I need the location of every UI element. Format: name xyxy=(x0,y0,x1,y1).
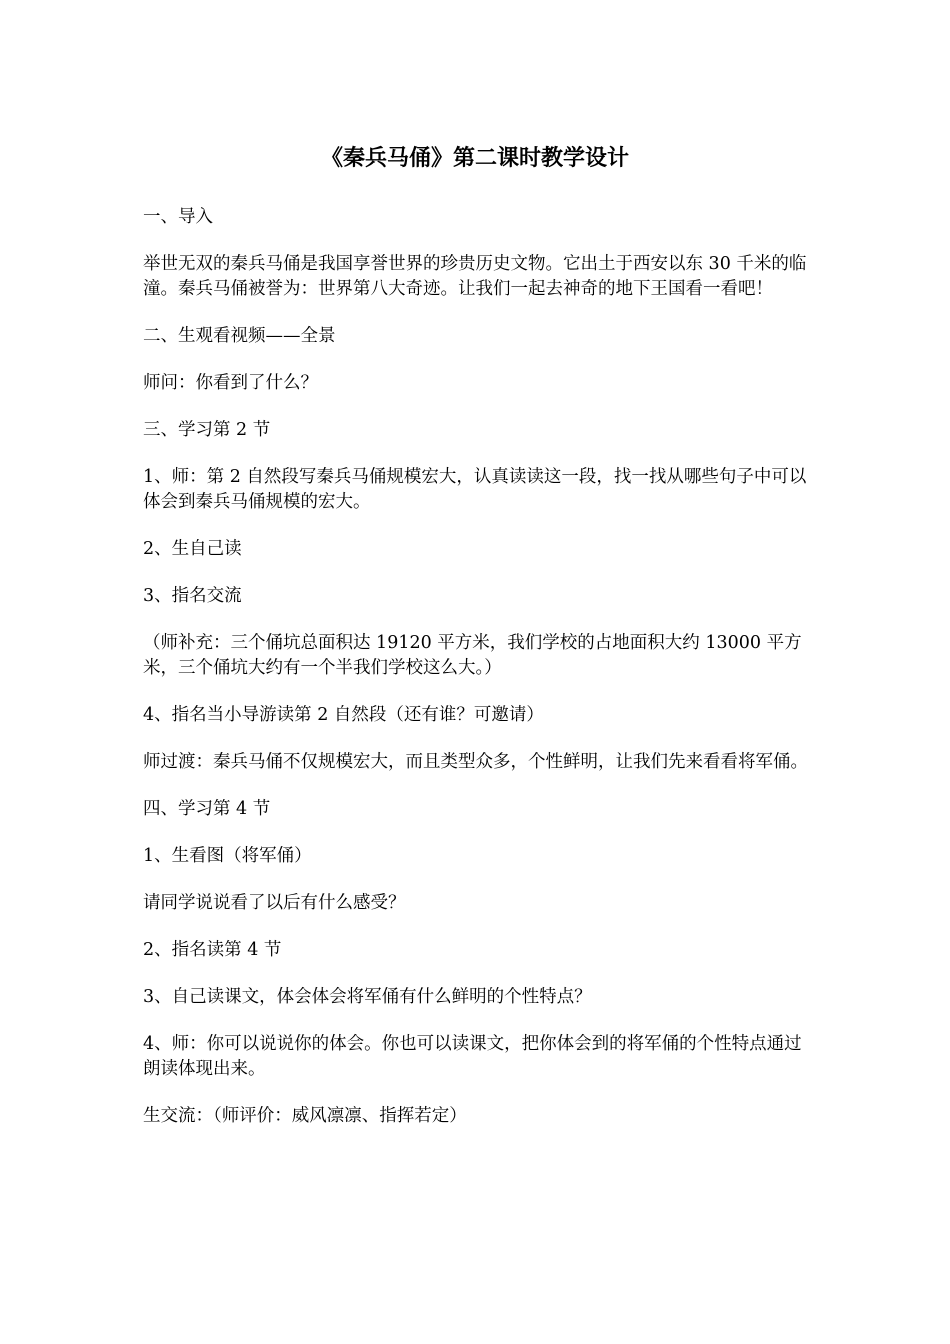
section-heading-section-4: 四、学习第 4 节 xyxy=(143,799,271,819)
step-paragraph: 2、生自己读 xyxy=(143,539,242,559)
section-heading-section-2: 三、学习第 2 节 xyxy=(143,420,271,440)
step-paragraph: 1、生看图（将军俑） xyxy=(143,846,312,866)
step-paragraph: 4、师：你可以说说你的体会。你也可以读课文，把你体会到的将军俑的个性特点通过朗读体现出来。 xyxy=(143,1034,802,1079)
teacher-question: 师问：你看到了什么？ xyxy=(143,373,318,393)
step-paragraph: 4、指名当小导游读第 2 自然段（还有谁？可邀请） xyxy=(143,705,544,725)
section-heading-intro: 一、导入 xyxy=(143,207,213,227)
teacher-question: 请同学说说看了以后有什么感受？ xyxy=(143,893,406,913)
student-exchange: 生交流：（师评价：威风凛凛、指挥若定） xyxy=(143,1106,467,1126)
document-body xyxy=(143,205,811,1151)
section-heading-video: 二、生观看视频——全景 xyxy=(143,326,336,346)
intro-paragraph: 举世无双的秦兵马俑是我国享誉世界的珍贵历史文物。它出土于西安以东 30 千米的临潼。秦兵马俑被誉为：世界第八大奇迹。让我们一起去神奇的地下王国看一看吧！ xyxy=(143,254,807,299)
document-title: 《秦兵马俑》第二课时教学设计 xyxy=(320,146,629,171)
step-paragraph: 1、师：第 2 自然段写秦兵马俑规模宏大，认真读读这一段，找一找从哪些句子中可以体会到秦兵马俑规模的宏大。 xyxy=(143,467,807,512)
step-paragraph: 3、指名交流 xyxy=(143,586,242,606)
teacher-supplement: （师补充：三个俑坑总面积达 19120 平方米，我们学校的占地面积大约 13000 平方米，三个俑坑大约有一个半我们学校这么大。） xyxy=(143,633,802,678)
step-paragraph: 3、自己读课文，体会体会将军俑有什么鲜明的个性特点？ xyxy=(143,987,592,1007)
teacher-transition: 师过渡：秦兵马俑不仅规模宏大，而且类型众多，个性鲜明，让我们先来看看将军俑。 xyxy=(143,752,808,772)
step-paragraph: 2、指名读第 4 节 xyxy=(143,940,282,960)
